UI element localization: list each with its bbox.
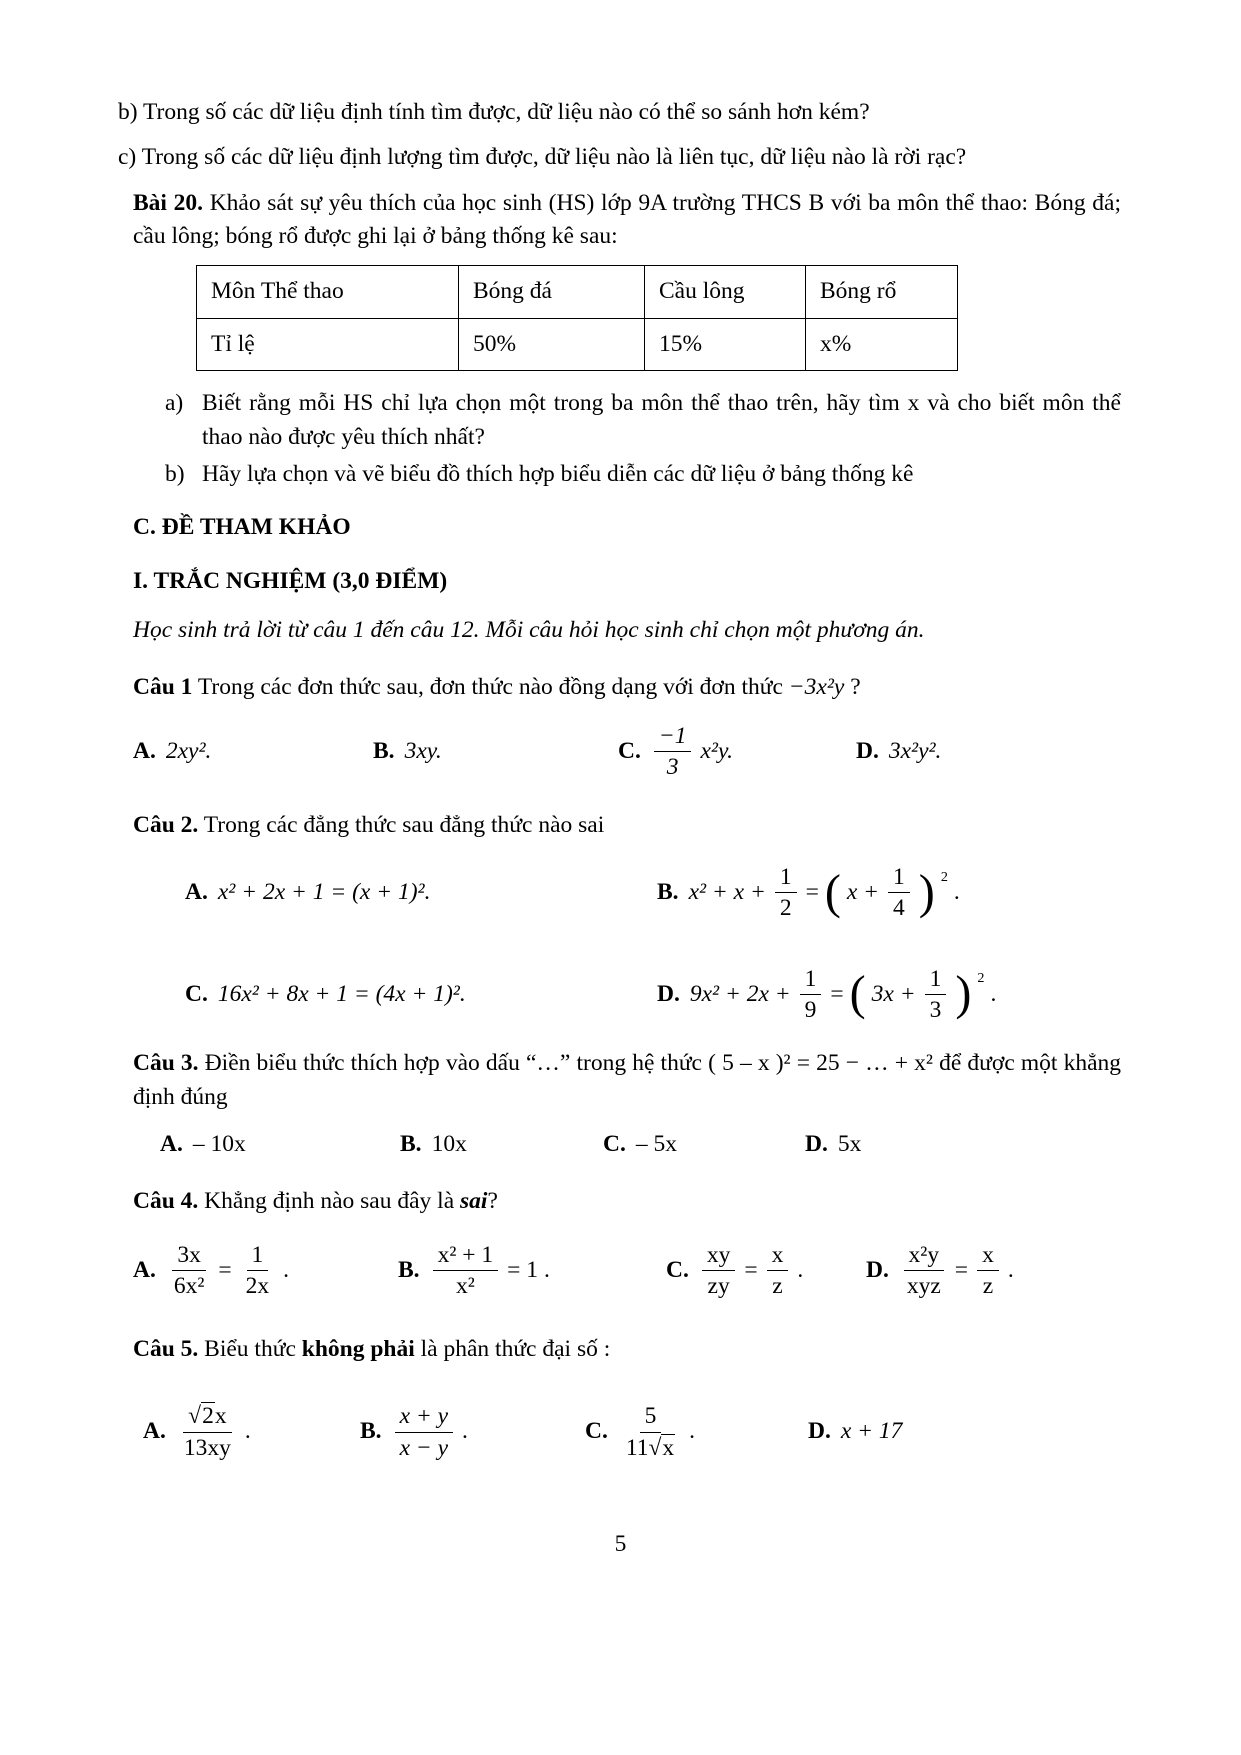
fraction-numerator: 1 — [247, 1242, 269, 1271]
sqrt-symbol: √ — [648, 1434, 662, 1461]
open-paren: ( — [824, 865, 841, 919]
fraction-numerator: 1 — [800, 966, 822, 995]
question-line-b: b) Trong số các dữ liệu định tính tìm được, dữ liệu nào có thể so sánh hơn kém? — [118, 99, 870, 125]
fraction-denominator: 4 — [893, 895, 905, 922]
fraction-numerator: 5 — [640, 1403, 662, 1432]
fraction — [169, 1242, 210, 1300]
table-header-cell: Môn Thể thao — [197, 266, 459, 318]
fraction — [800, 966, 822, 1024]
superscript-two: 2 — [977, 970, 985, 987]
q2-options — [118, 864, 1121, 1023]
q1-option-c — [618, 723, 856, 781]
open-paren: ( — [849, 967, 866, 1021]
period: . — [544, 1257, 550, 1284]
q1-option-c-after: x²y. — [700, 737, 733, 764]
equals-sign: = — [954, 1257, 969, 1284]
fraction-numerator: x + y — [395, 1403, 453, 1432]
period: . — [797, 1257, 804, 1284]
q1-text: Trong các đơn thức sau, đơn thức nào đồng dạng với đơn thức — [197, 674, 783, 701]
q4-option-d — [866, 1242, 1121, 1300]
q5-option-c — [585, 1403, 808, 1461]
q2-option-b — [657, 864, 1121, 922]
q1-option-d-value: 3x²y². — [888, 737, 942, 764]
equals-sign: = — [830, 980, 844, 1007]
radicand: 2 — [202, 1403, 214, 1430]
close-paren: ) — [918, 865, 935, 919]
fraction — [888, 864, 910, 922]
close-paren: ) — [955, 967, 972, 1021]
q2-option-d-pre: 9x² + 2x + — [689, 980, 791, 1007]
item-a-text: Biết rằng mỗi HS chỉ lựa chọn một trong ba môn thể thao trên, hãy tìm x và cho biết môn thể thao nào được yêu thích nhất? — [202, 390, 1121, 450]
q4-text-post: ? — [487, 1188, 498, 1215]
fraction-denominator: z — [982, 1273, 994, 1300]
fraction — [654, 723, 692, 781]
fraction-denominator: 9 — [804, 996, 817, 1023]
section-i-heading: I. TRẮC NGHIỆM (3,0 ĐIỂM) — [133, 567, 448, 594]
fraction-numerator: −1 — [654, 723, 692, 752]
q1-option-d — [856, 735, 1121, 768]
period: . — [689, 1418, 696, 1445]
q1-label: Câu 1 — [133, 674, 193, 701]
item-b-text: Hãy lựa chọn và vẽ biểu đồ thích hợp biểu diễn các dữ liệu ở bảng thống kê — [202, 460, 914, 487]
fraction-denominator: 3 — [929, 996, 942, 1023]
table-header-cell: Cầu lông — [645, 266, 806, 318]
fraction-denominator: 6x² — [173, 1273, 205, 1300]
option-letter-a: A. — [133, 1257, 156, 1284]
option-letter-a: A. — [160, 1131, 183, 1157]
q4-option-a — [133, 1242, 398, 1300]
fraction-numerator — [183, 1403, 231, 1432]
fraction — [179, 1403, 236, 1461]
fraction-numerator: x² + 1 — [433, 1242, 499, 1271]
bai20-paragraph — [118, 187, 1121, 254]
fraction — [775, 864, 797, 922]
fraction — [241, 1242, 275, 1300]
option-letter-c: C. — [618, 737, 641, 764]
period: . — [244, 1418, 251, 1445]
q2-option-b-inner: x + — [846, 879, 880, 906]
q1-question — [118, 671, 1121, 704]
option-letter-a: A. — [133, 737, 156, 764]
instruction-text: Học sinh trả lời từ câu 1 đến câu 12. Mỗi câu hỏi học sinh chỉ chọn một phương án. — [133, 616, 925, 643]
fraction-numerator: 1 — [888, 864, 910, 893]
q1-options — [118, 719, 1121, 785]
fraction-denominator: z — [772, 1273, 783, 1300]
q5-question — [118, 1333, 1121, 1366]
option-letter-b: B. — [657, 879, 679, 906]
q4-options — [118, 1233, 1121, 1309]
q5-option-b — [360, 1403, 585, 1461]
fraction-numerator: xy — [702, 1242, 736, 1271]
table-row — [197, 318, 958, 370]
q5-options — [118, 1386, 1121, 1478]
option-letter-d: D. — [866, 1257, 889, 1284]
q3-option-d — [805, 1128, 1121, 1161]
fraction-denominator: x² — [455, 1273, 475, 1300]
q5-option-d — [808, 1415, 1121, 1448]
q4-option-b — [398, 1242, 666, 1300]
table-header-cell: Bóng rổ — [806, 266, 958, 318]
question-line-c: c) Trong số các dữ liệu định lượng tìm được, dữ liệu nào là liên tục, dữ liệu nào là rời rạc? — [118, 144, 967, 171]
q3-option-b — [400, 1128, 603, 1161]
q5-option-c-den-pre: 11 — [625, 1434, 649, 1461]
q2-option-b-pre: x² + x + — [688, 879, 766, 906]
fraction-denominator: 2 — [779, 895, 792, 922]
period: . — [1007, 1257, 1014, 1284]
q4-text-emphasis: sai — [460, 1188, 488, 1215]
q4-option-c — [666, 1242, 866, 1300]
q2-option-a — [185, 876, 657, 909]
q4-label: Câu 4. — [133, 1188, 199, 1215]
q1-option-a-value: 2xy². — [165, 737, 212, 764]
option-letter-c: C. — [585, 1418, 608, 1445]
option-letter-d: D. — [856, 737, 879, 764]
fraction-numerator: 1 — [925, 966, 947, 995]
option-letter-a: A. — [143, 1418, 166, 1445]
q5-option-d-value: x + 17 — [840, 1418, 903, 1445]
q3-text-pre: Điền biểu thức thích hợp vào dấu “…” trong hệ thức — [204, 1050, 702, 1077]
option-letter-b: B. — [360, 1418, 382, 1445]
sqrt-symbol: √ — [188, 1403, 202, 1430]
bai20-intro-text: Khảo sát sự yêu thích của học sinh (HS) lớp 9A trường THCS B với ba môn thể thao: Bóng đá; cầu lông; bóng rổ được ghi lại ở bảng thống kê sau: — [133, 189, 1121, 250]
q2-option-c — [185, 978, 657, 1011]
page-number: 5 — [614, 1531, 627, 1557]
fraction — [621, 1403, 680, 1461]
fraction-numerator: 1 — [775, 864, 797, 893]
fraction-denominator: zy — [707, 1273, 730, 1300]
q1-formula: −3x²y — [788, 674, 845, 701]
period: . — [990, 980, 997, 1007]
fraction-numerator: x²y — [904, 1242, 945, 1271]
q3-option-a — [160, 1128, 400, 1161]
option-letter-b: B. — [373, 737, 395, 764]
q3-question — [118, 1047, 1121, 1114]
sports-statistics-table — [196, 265, 958, 371]
option-letter-a: A. — [185, 879, 208, 906]
bai20-item-a — [118, 387, 1121, 454]
q3-option-c-value: – 5x — [635, 1131, 677, 1157]
fraction-denominator — [621, 1433, 680, 1461]
fraction-denominator: xyz — [906, 1273, 941, 1300]
period: . — [462, 1418, 468, 1445]
q2-option-c-value: 16x² + 8x + 1 = (4x + 1)². — [217, 980, 466, 1007]
fraction-numerator: 3x — [172, 1242, 206, 1271]
q2-text: Trong các đẳng thức sau đẳng thức nào sai — [203, 811, 605, 838]
q1-qmark: ? — [850, 674, 861, 701]
bai20-label: Bài 20. — [133, 189, 204, 216]
q5-text-post: là phân thức đại số : — [420, 1335, 611, 1362]
fraction — [977, 1242, 999, 1300]
fraction — [902, 1242, 946, 1300]
fraction — [433, 1242, 499, 1300]
option-letter-b: B. — [398, 1257, 420, 1284]
table-header-row — [197, 266, 958, 318]
q4-question — [118, 1185, 1121, 1218]
q5-text-pre: Biểu thức — [204, 1335, 296, 1362]
q1-option-b-value: 3xy. — [404, 737, 442, 764]
table-cell: x% — [806, 318, 958, 370]
fraction-denominator: 3 — [666, 754, 679, 781]
bai20-item-b — [118, 458, 1121, 491]
option-letter-d: D. — [657, 980, 680, 1007]
q3-option-c — [603, 1128, 805, 1161]
table-cell: Tỉ lệ — [197, 318, 459, 370]
q2-option-d — [657, 966, 1121, 1024]
q3-option-a-value: – 10x — [192, 1131, 246, 1157]
q3-formula: ( 5 – x )² = 25 − … + x² — [708, 1050, 933, 1077]
q4-text-pre: Khẳng định nào sau đây là — [204, 1188, 455, 1215]
table-cell: 15% — [645, 318, 806, 370]
table-cell: 50% — [459, 318, 645, 370]
option-letter-c: C. — [185, 980, 208, 1007]
period: . — [283, 1257, 290, 1284]
fraction — [702, 1242, 736, 1300]
fraction — [925, 966, 947, 1024]
item-a-label: a) — [165, 390, 184, 417]
fraction-denominator: x − y — [399, 1434, 449, 1461]
fraction-numerator: x — [977, 1242, 999, 1271]
table-header-cell: Bóng đá — [459, 266, 645, 318]
q5-label: Câu 5. — [133, 1335, 199, 1362]
option-letter-d: D. — [805, 1131, 828, 1157]
equals-sign: = — [744, 1257, 758, 1284]
q3-text-post: để được một khẳng định đúng — [133, 1050, 1122, 1110]
equals-sign: = — [805, 879, 819, 906]
option-letter-d: D. — [808, 1418, 831, 1445]
option-letter-c: C. — [603, 1131, 626, 1157]
section-c-heading: C. ĐỀ THAM KHẢO — [133, 514, 351, 541]
fraction — [395, 1403, 453, 1461]
period: . — [953, 879, 960, 906]
radicand: x — [662, 1434, 675, 1461]
q2-option-a-value: x² + 2x + 1 = (x + 1)². — [217, 879, 431, 906]
q3-option-d-value: 5x — [837, 1131, 862, 1157]
q1-option-a — [133, 735, 373, 768]
q1-option-b — [373, 735, 618, 768]
fraction — [767, 1242, 789, 1300]
fraction-numerator: x — [767, 1242, 789, 1271]
superscript-two: 2 — [940, 868, 948, 885]
item-b-label: b) — [165, 460, 185, 487]
q4-option-b-eq: = 1 — [507, 1257, 539, 1284]
q3-option-b-value: 10x — [431, 1131, 467, 1157]
option-letter-c: C. — [666, 1257, 689, 1284]
q2-option-d-inner: 3x + — [871, 980, 916, 1007]
fraction-denominator: 13xy — [183, 1434, 231, 1461]
q3-label: Câu 3. — [133, 1050, 199, 1077]
equals-sign: = — [218, 1257, 232, 1284]
option-letter-b: B. — [400, 1131, 422, 1157]
q3-options — [118, 1128, 1121, 1161]
q5-option-a — [143, 1403, 360, 1461]
q5-option-a-num-after: x — [214, 1403, 227, 1430]
fraction-denominator: 2x — [245, 1273, 270, 1300]
q2-question — [118, 809, 1121, 842]
q5-text-bold: không phải — [301, 1335, 415, 1362]
q2-label: Câu 2. — [133, 811, 199, 838]
